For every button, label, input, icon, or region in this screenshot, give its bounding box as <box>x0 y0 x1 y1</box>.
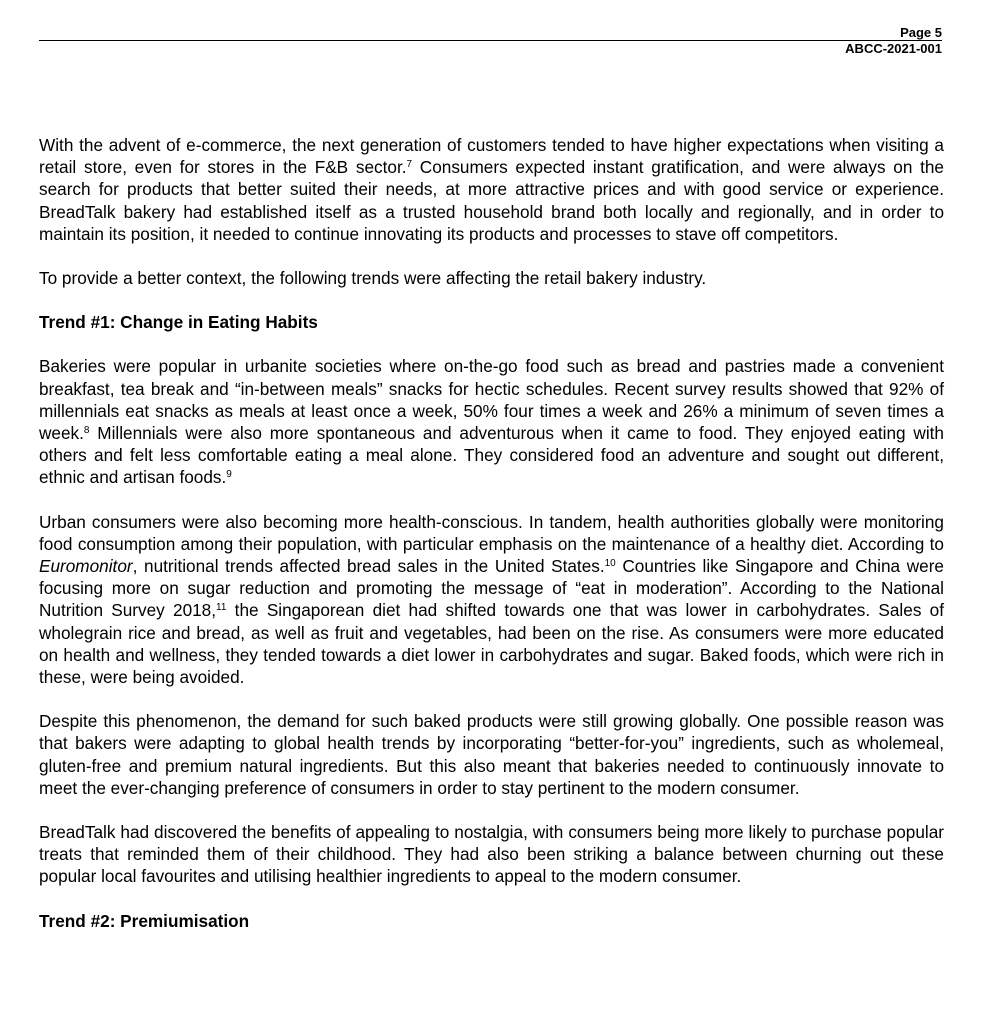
page-header <box>845 25 942 57</box>
footnote-ref: 9 <box>226 469 232 481</box>
document-body <box>39 134 944 954</box>
paragraph-ecommerce: With the advent of e-commerce, the next generation of customers tended to have higher expectations when visiting a retail store, even for stores in the F&B sector.$^7$ Consumers expected instant gratification, and were always on the search for products that better suited their needs, at more attractive prices and with good service or experience. BreadTalk bakery had established itself as a trusted household brand both locally and regionally, and in order to maintain its position, it needed to continue innovating its products and processes to stave off competitors. <box>39 135 944 244</box>
paragraph-bakeries: Bakeries were popular in urbanite societies where on-the-go food such as bread and pastries made a convenient breakfast, tea break and “in-between meals” snacks for hectic schedules. Recent survey results showed that 92% of millennials eat snacks as meals at least once a week, 50% four times a week and 26% a minimum of seven times a week.$^8$ Millennials were also more spontaneous and adventurous when it came to food. They enjoyed eating with others and felt less comfortable eating a meal alone. They considered food an adventure and sought out different, ethnic and artisan foods.$^9$ <box>39 356 944 488</box>
document-code: ABCC-2021-001 <box>845 41 942 56</box>
paragraph-context: To provide a better context, the following trends were affecting the retail bakery industry. <box>39 268 707 289</box>
header-divider <box>39 40 942 41</box>
heading-trend-2: Trend #2: Premiumisation <box>39 910 250 931</box>
paragraph-health-conscious: Urban consumers were also becoming more health-conscious. In tandem, health authorities globally were monitoring food consumption among their population, with particular emphasis on the maintenance of a healthy diet. According to Euromonitor, nutritional trends affected bread sales in the United States.$^{10}$ Countries like Singapore and China were focusing more on sugar reduction and promoting the message of “eat in moderation”. According to the National Nutrition Survey 2018,11 the Singaporean diet had shifted towards one that was lower in carbohydrates. Sales of wholegrain rice and bread, as well as fruit and vegetables, had been on the rise. As consumers were more educated on health and wellness, they tended towards a diet lower in carbohydrates and sugar. Baked foods, which were rich in these, were being avoided. <box>39 511 944 688</box>
heading-trend-1: Trend #1: Change in Eating Habits <box>39 312 318 333</box>
source-name: Euromonitor <box>39 556 133 577</box>
paragraph-nostalgia: BreadTalk had discovered the benefits of appealing to nostalgia, with consumers being more likely to purchase popular treats that reminded them of their childhood. They had also been striking a balance between churning out these popular local favourites and utilising healthier ingredients to appeal to the modern consumer. <box>39 822 944 887</box>
page-number: Page 5 <box>900 25 942 40</box>
footnote-ref: 10 <box>604 558 616 570</box>
paragraph-demand: Despite this phenomenon, the demand for such baked products were still growing globally. One possible reason was that bakers were adapting to global health trends by incorporating “better-for-you” ingredients, such as wholemeal, gluten-free and premium natural ingredients. But this also meant that bakeries needed to continuously innovate to meet the ever-changing preference of consumers in order to stay pertinent to the modern consumer. <box>39 711 944 798</box>
footnote-ref: 11 <box>216 602 227 614</box>
footnote-ref: 8 <box>83 425 90 437</box>
footnote-ref: 7 <box>406 159 413 171</box>
